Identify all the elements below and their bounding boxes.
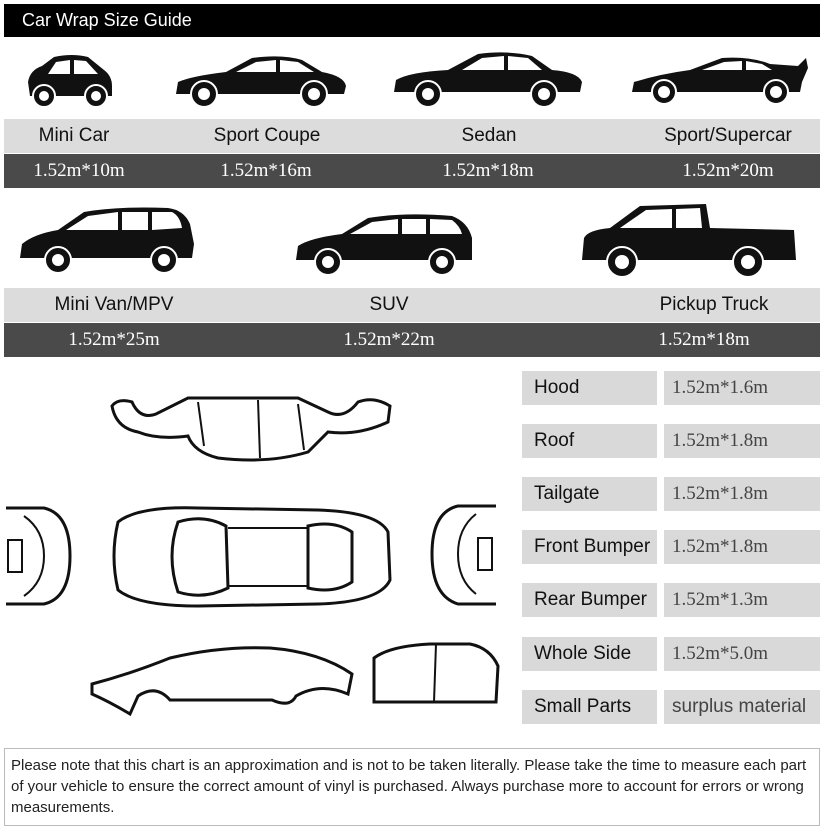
front-bumper-diagram-icon	[108, 392, 394, 468]
part-size: 1.52m*1.8m	[664, 424, 820, 458]
vehicle-size: 1.52m*20m	[682, 160, 774, 181]
vehicle-size: 1.52m*18m	[658, 329, 750, 350]
vehicle-size: 1.52m*10m	[33, 160, 125, 181]
part-size: 1.52m*1.6m	[664, 371, 820, 405]
vehicle-name: Sedan	[461, 125, 517, 146]
row1-label-strip	[4, 119, 820, 153]
part-name: Roof	[522, 424, 657, 458]
mini-car-icon	[24, 52, 116, 110]
page-title: Car Wrap Size Guide	[4, 4, 820, 37]
vehicle-size: 1.52m*16m	[220, 160, 312, 181]
part-name: Small Parts	[522, 690, 657, 724]
part-name: Tailgate	[522, 477, 657, 511]
part-row-whole-side	[522, 637, 820, 671]
part-size: 1.52m*1.8m	[664, 530, 820, 564]
part-row-roof	[522, 424, 820, 458]
top-view-car-diagram-icon	[108, 502, 394, 610]
supercar-icon	[630, 52, 810, 108]
part-row-front-bumper	[522, 530, 820, 564]
vehicle-name: Pickup Truck	[659, 294, 769, 315]
part-name: Front Bumper	[522, 530, 657, 564]
sport-coupe-icon	[172, 52, 350, 110]
front-view-diagram-icon	[4, 500, 74, 612]
sedan-icon	[392, 50, 584, 110]
vehicle-name: SUV	[369, 294, 409, 315]
row2-size-strip	[4, 323, 820, 357]
part-size: 1.52m*1.8m	[664, 477, 820, 511]
part-size: surplus material	[664, 690, 820, 724]
minivan-icon	[18, 204, 196, 276]
row1-size-strip	[4, 154, 820, 188]
vehicle-size: 1.52m*25m	[68, 329, 160, 350]
vehicle-size: 1.52m*18m	[442, 160, 534, 181]
vehicle-name: Mini Van/MPV	[54, 294, 174, 315]
part-size: 1.52m*5.0m	[664, 637, 820, 671]
part-row-small-parts	[522, 690, 820, 724]
part-row-tailgate	[522, 477, 820, 511]
suv-icon	[294, 210, 476, 278]
door-diagram-icon	[370, 636, 500, 708]
row2-label-strip	[4, 288, 820, 322]
part-row-rear-bumper	[522, 583, 820, 617]
part-size: 1.52m*1.3m	[664, 583, 820, 617]
part-name: Whole Side	[522, 637, 657, 671]
vehicle-name: Sport Coupe	[213, 125, 321, 146]
vehicle-name: Mini Car	[38, 125, 110, 146]
side-panel-diagram-icon	[90, 644, 354, 720]
vehicle-size: 1.52m*22m	[343, 329, 435, 350]
vehicle-name: Sport/Supercar	[664, 125, 792, 146]
pickup-truck-icon	[580, 202, 800, 280]
disclaimer-note: Please note that this chart is an approximation and is not to be taken literally. Please take the time to measure each part of your vehicle to ensure the correct amount of vinyl is purchased. Always purchase more to account for errors or wrong measurements.	[4, 748, 820, 826]
part-name: Hood	[522, 371, 657, 405]
part-row-hood	[522, 371, 820, 405]
part-name: Rear Bumper	[522, 583, 657, 617]
rear-view-diagram-icon	[426, 498, 498, 612]
